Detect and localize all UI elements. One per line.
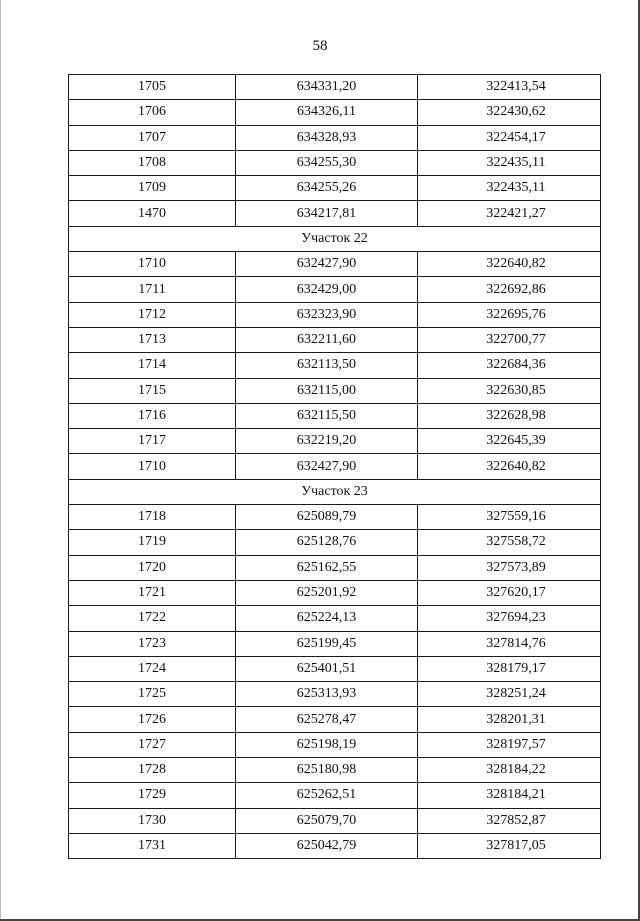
x-coordinate-cell: 625313,93 [236,682,418,707]
x-coordinate-cell: 625262,51 [236,783,418,808]
point-number-cell: 1726 [69,707,236,732]
table-row [69,378,601,403]
y-coordinate-cell: 322454,17 [418,125,601,150]
table-row [69,100,601,125]
point-number-cell: 1707 [69,125,236,150]
table-row [69,125,601,150]
table-row [69,606,601,631]
point-number-cell: 1713 [69,327,236,352]
y-coordinate-cell: 322413,54 [418,75,601,100]
table-row [69,327,601,352]
point-number-cell: 1715 [69,378,236,403]
table-row [69,580,601,605]
table-row [69,505,601,530]
x-coordinate-cell: 634255,26 [236,176,418,201]
table-row [69,454,601,479]
x-coordinate-cell: 632115,50 [236,403,418,428]
y-coordinate-cell: 328184,21 [418,783,601,808]
coordinates-table-body [69,75,601,859]
point-number-cell: 1470 [69,201,236,226]
x-coordinate-cell: 625180,98 [236,758,418,783]
x-coordinate-cell: 625198,19 [236,732,418,757]
x-coordinate-cell: 632427,90 [236,252,418,277]
table-row [69,808,601,833]
scan-left-edge [0,0,1,921]
x-coordinate-cell: 625401,51 [236,656,418,681]
y-coordinate-cell: 328251,24 [418,682,601,707]
table-row [69,707,601,732]
coordinates-table [68,74,601,859]
point-number-cell: 1706 [69,100,236,125]
x-coordinate-cell: 625079,70 [236,808,418,833]
table-row [69,353,601,378]
point-number-cell: 1721 [69,580,236,605]
x-coordinate-cell: 632115,00 [236,378,418,403]
y-coordinate-cell: 322692,86 [418,277,601,302]
x-coordinate-cell: 632427,90 [236,454,418,479]
y-coordinate-cell: 328197,57 [418,732,601,757]
y-coordinate-cell: 327814,76 [418,631,601,656]
y-coordinate-cell: 328179,17 [418,656,601,681]
x-coordinate-cell: 632219,20 [236,429,418,454]
x-coordinate-cell: 625089,79 [236,505,418,530]
y-coordinate-cell: 328184,22 [418,758,601,783]
page-number: 58 [312,38,328,54]
y-coordinate-cell: 322435,11 [418,176,601,201]
x-coordinate-cell: 634255,30 [236,150,418,175]
y-coordinate-cell: 322640,82 [418,252,601,277]
point-number-cell: 1731 [69,833,236,858]
point-number-cell: 1708 [69,150,236,175]
x-coordinate-cell: 632429,00 [236,277,418,302]
table-row [69,302,601,327]
point-number-cell: 1720 [69,555,236,580]
table-row [69,656,601,681]
x-coordinate-cell: 634326,11 [236,100,418,125]
y-coordinate-cell: 322684,36 [418,353,601,378]
x-coordinate-cell: 634328,93 [236,125,418,150]
y-coordinate-cell: 322700,77 [418,327,601,352]
y-coordinate-cell: 327852,87 [418,808,601,833]
x-coordinate-cell: 625201,92 [236,580,418,605]
y-coordinate-cell: 322421,27 [418,201,601,226]
table-row [69,403,601,428]
table-row [69,631,601,656]
point-number-cell: 1711 [69,277,236,302]
table-row [69,682,601,707]
y-coordinate-cell: 327817,05 [418,833,601,858]
point-number-cell: 1723 [69,631,236,656]
y-coordinate-cell: 322645,39 [418,429,601,454]
point-number-cell: 1705 [69,75,236,100]
x-coordinate-cell: 625224,13 [236,606,418,631]
point-number-cell: 1709 [69,176,236,201]
point-number-cell: 1717 [69,429,236,454]
section-header-row [69,226,601,251]
point-number-cell: 1710 [69,252,236,277]
y-coordinate-cell: 322630,85 [418,378,601,403]
point-number-cell: 1718 [69,505,236,530]
y-coordinate-cell: 327558,72 [418,530,601,555]
point-number-cell: 1719 [69,530,236,555]
table-row [69,555,601,580]
y-coordinate-cell: 327620,17 [418,580,601,605]
point-number-cell: 1716 [69,403,236,428]
table-row [69,201,601,226]
x-coordinate-cell: 632323,90 [236,302,418,327]
point-number-cell: 1725 [69,682,236,707]
y-coordinate-cell: 327573,89 [418,555,601,580]
table-row [69,530,601,555]
point-number-cell: 1724 [69,656,236,681]
y-coordinate-cell: 322430,62 [418,100,601,125]
point-number-cell: 1730 [69,808,236,833]
section-title: Участок 23 [69,479,601,504]
x-coordinate-cell: 625162,55 [236,555,418,580]
table-row [69,277,601,302]
table-row [69,429,601,454]
y-coordinate-cell: 327559,16 [418,505,601,530]
x-coordinate-cell: 634331,20 [236,75,418,100]
y-coordinate-cell: 322640,82 [418,454,601,479]
y-coordinate-cell: 322628,98 [418,403,601,428]
x-coordinate-cell: 625042,79 [236,833,418,858]
y-coordinate-cell: 327694,23 [418,606,601,631]
section-header-row [69,479,601,504]
table-row [69,150,601,175]
y-coordinate-cell: 328201,31 [418,707,601,732]
point-number-cell: 1710 [69,454,236,479]
table-row [69,252,601,277]
x-coordinate-cell: 625278,47 [236,707,418,732]
table-row [69,176,601,201]
y-coordinate-cell: 322435,11 [418,150,601,175]
x-coordinate-cell: 625128,76 [236,530,418,555]
point-number-cell: 1714 [69,353,236,378]
point-number-cell: 1728 [69,758,236,783]
x-coordinate-cell: 634217,81 [236,201,418,226]
point-number-cell: 1722 [69,606,236,631]
table-row [69,758,601,783]
table-row [69,833,601,858]
point-number-cell: 1712 [69,302,236,327]
x-coordinate-cell: 632113,50 [236,353,418,378]
table-row [69,75,601,100]
section-title: Участок 22 [69,226,601,251]
x-coordinate-cell: 632211,60 [236,327,418,352]
y-coordinate-cell: 322695,76 [418,302,601,327]
point-number-cell: 1727 [69,732,236,757]
table-row [69,732,601,757]
x-coordinate-cell: 625199,45 [236,631,418,656]
point-number-cell: 1729 [69,783,236,808]
table-row [69,783,601,808]
